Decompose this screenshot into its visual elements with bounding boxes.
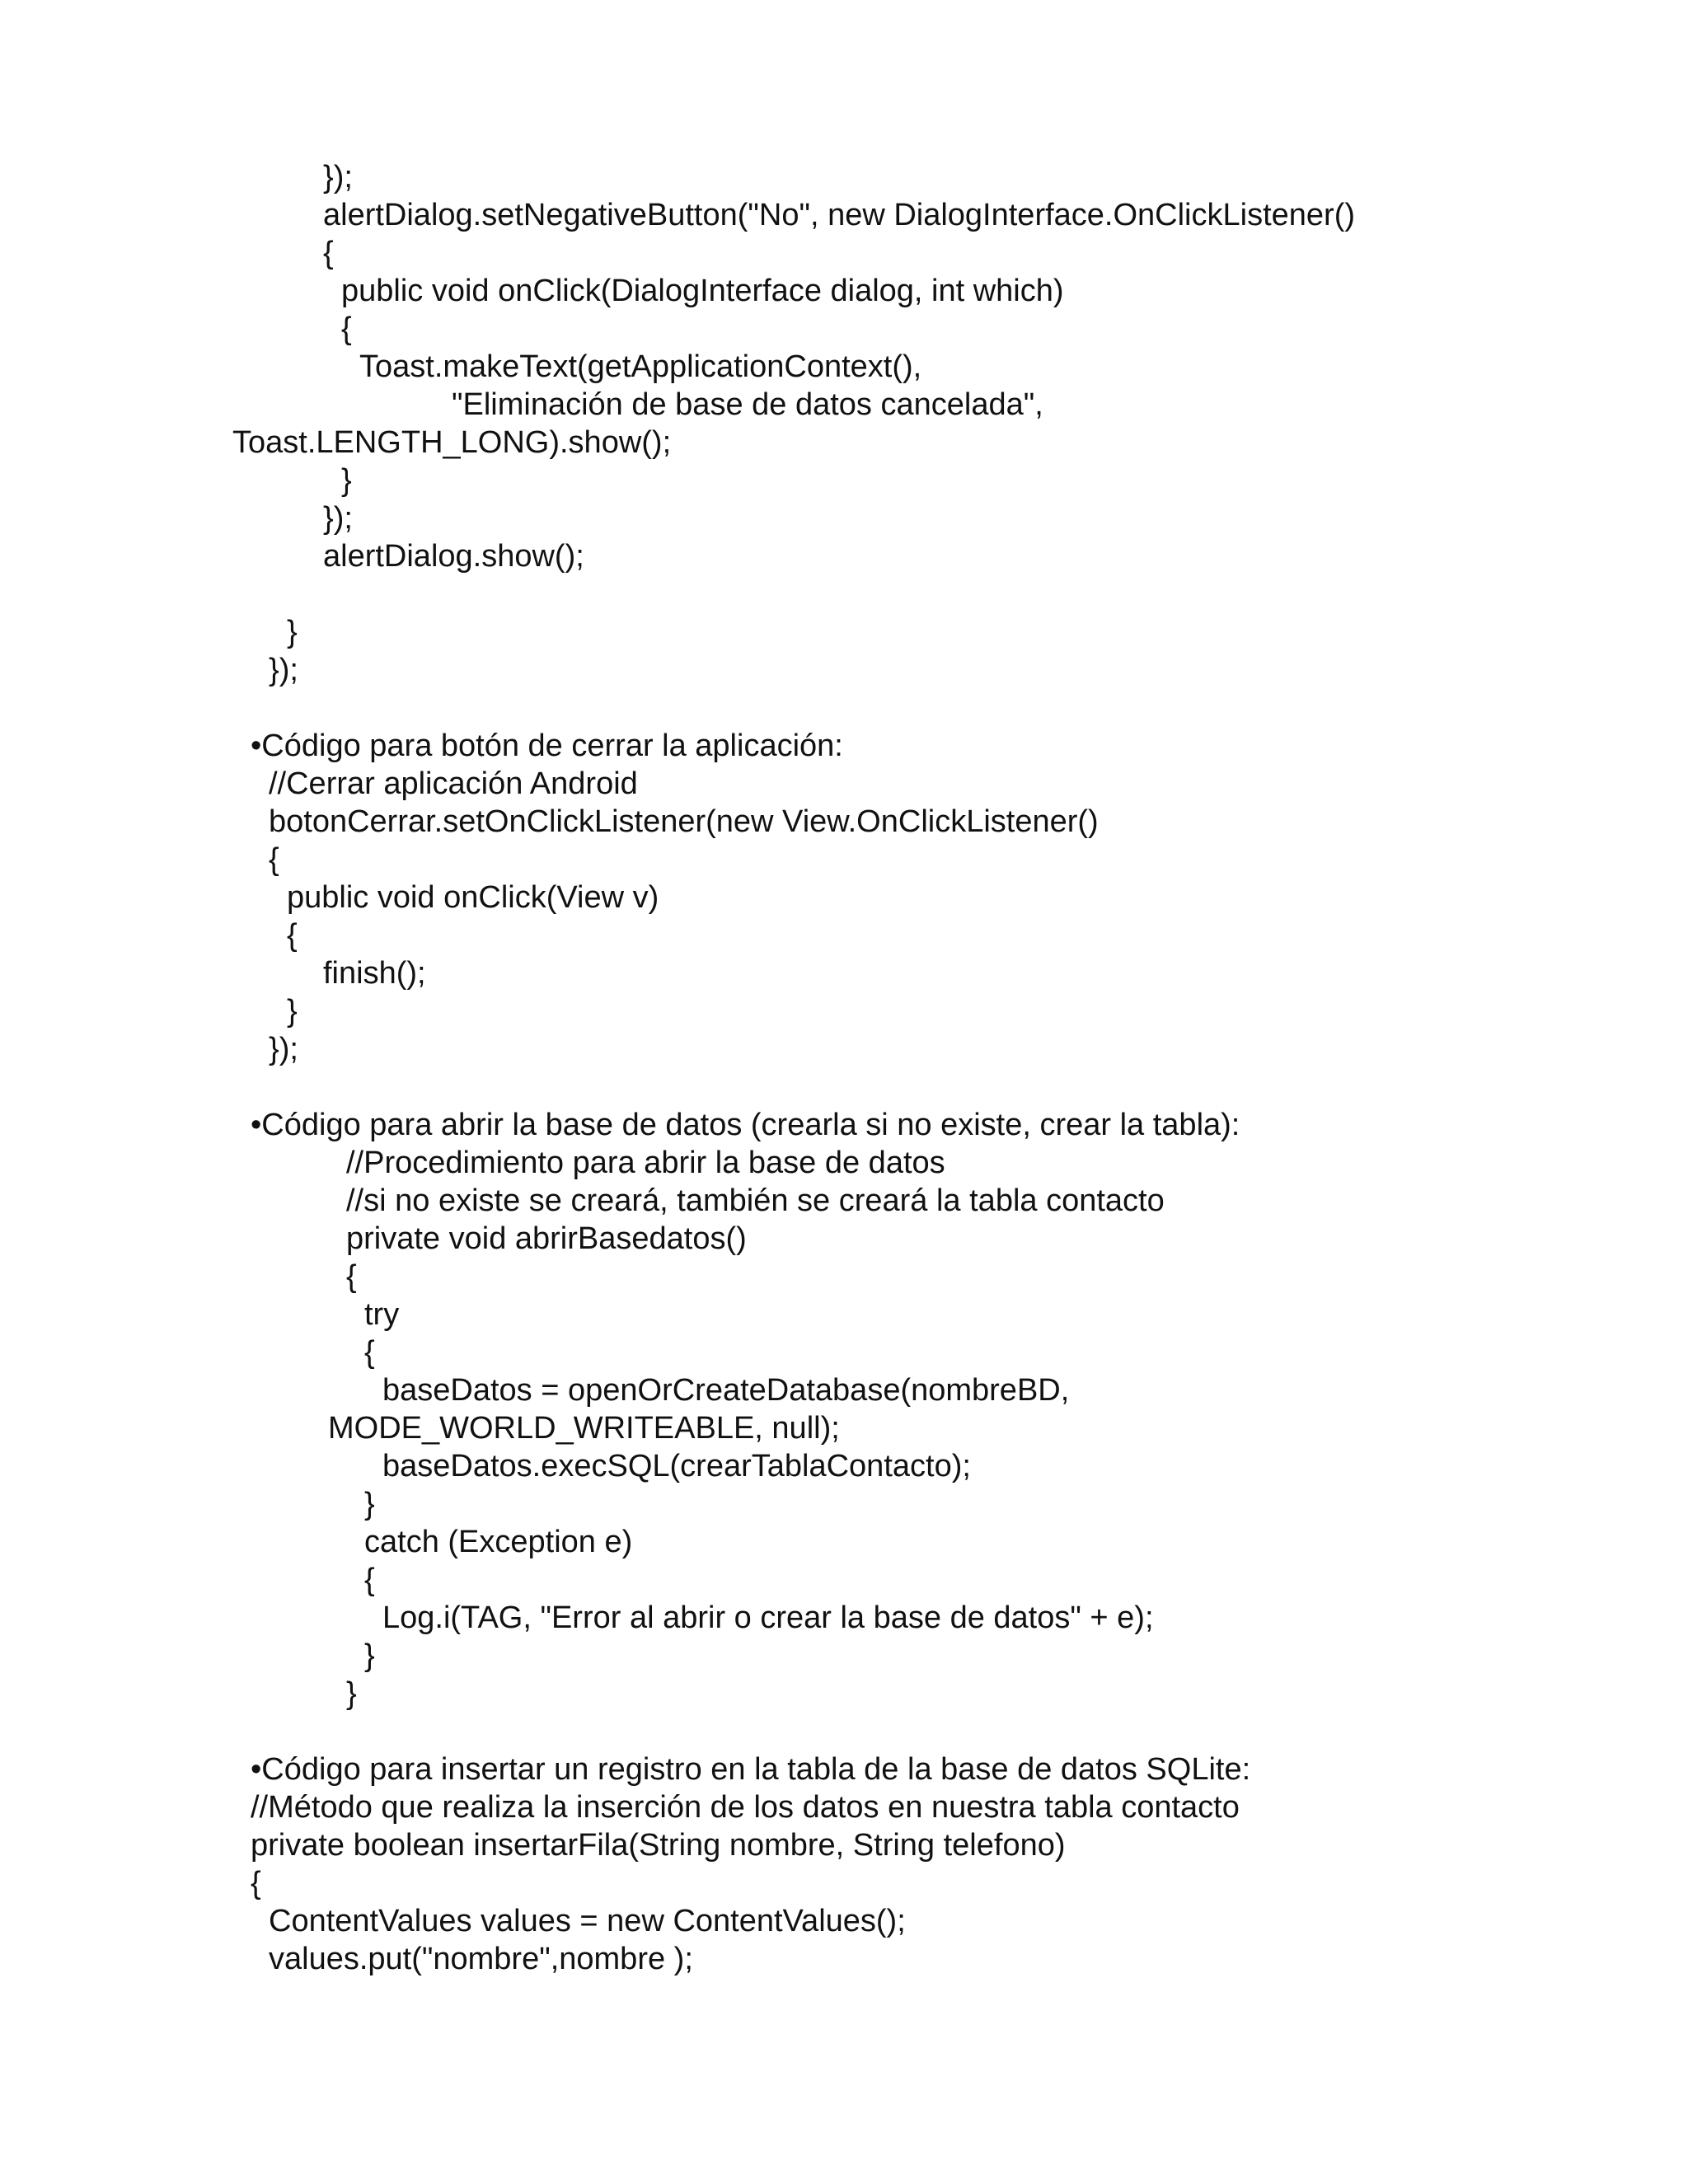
code-line: ContentValues values = new ContentValues(); (269, 1904, 906, 1938)
code-line: public void onClick(View v) (287, 880, 659, 915)
code-line: }); (269, 1032, 298, 1066)
code-line: finish(); (323, 956, 426, 991)
code-line: { (251, 1866, 261, 1900)
code-line: Toast.makeText(getApplicationContext(), (359, 349, 922, 384)
code-line: } (364, 1487, 375, 1521)
code-line: try (364, 1297, 400, 1332)
code-line: } (287, 994, 298, 1029)
code-line: Toast.LENGTH_LONG).show(); (232, 425, 672, 460)
code-line: private boolean insertarFila(String nombre, String telefono) (251, 1828, 1066, 1863)
code-line: private void abrirBasedatos() (346, 1221, 747, 1256)
code-line: alertDialog.setNegativeButton("No", new DialogInterface.OnClickListener() (323, 198, 1355, 232)
code-line: }); (323, 501, 353, 536)
code-line: //Método que realiza la inserción de los datos en nuestra tabla contacto (251, 1790, 1240, 1825)
section-heading: •Código para abrir la base de datos (crearla si no existe, crear la tabla): (251, 1108, 1240, 1142)
code-line: values.put("nombre",nombre ); (269, 1942, 693, 1976)
section-heading: •Código para insertar un registro en la tabla de la base de datos SQLite: (251, 1752, 1251, 1787)
code-line: { (269, 842, 279, 877)
code-line: catch (Exception e) (364, 1525, 633, 1559)
code-line: //si no existe se creará, también se creará la tabla contacto (346, 1183, 1165, 1218)
code-line: } (346, 1676, 357, 1711)
code-line: "Eliminación de base de datos cancelada", (452, 387, 1043, 422)
code-line: //Procedimiento para abrir la base de datos (346, 1146, 945, 1180)
code-line: } (364, 1638, 375, 1673)
code-line: }); (269, 653, 298, 687)
code-line: } (287, 615, 298, 649)
code-line: { (364, 1563, 375, 1597)
section-heading: •Código para botón de cerrar la aplicación: (251, 729, 843, 763)
code-line: Log.i(TAG, "Error al abrir o crear la base de datos" + e); (382, 1601, 1154, 1635)
code-line: public void onClick(DialogInterface dialog, int which) (341, 274, 1064, 308)
code-line: } (341, 463, 352, 498)
code-line: MODE_WORLD_WRITEABLE, null); (328, 1411, 840, 1446)
code-line: alertDialog.show(); (323, 539, 584, 574)
code-line: botonCerrar.setOnClickListener(new View.OnClickListener() (269, 804, 1099, 839)
code-line: { (346, 1259, 357, 1294)
code-line: { (364, 1335, 375, 1370)
code-line: }); (323, 160, 353, 194)
code-line: { (341, 312, 352, 346)
code-line: baseDatos = openOrCreateDatabase(nombreBD, (382, 1373, 1070, 1408)
code-line: { (323, 236, 334, 270)
code-line: //Cerrar aplicación Android (269, 766, 638, 801)
code-line: { (287, 918, 298, 953)
code-line: baseDatos.execSQL(crearTablaContacto); (382, 1449, 971, 1483)
